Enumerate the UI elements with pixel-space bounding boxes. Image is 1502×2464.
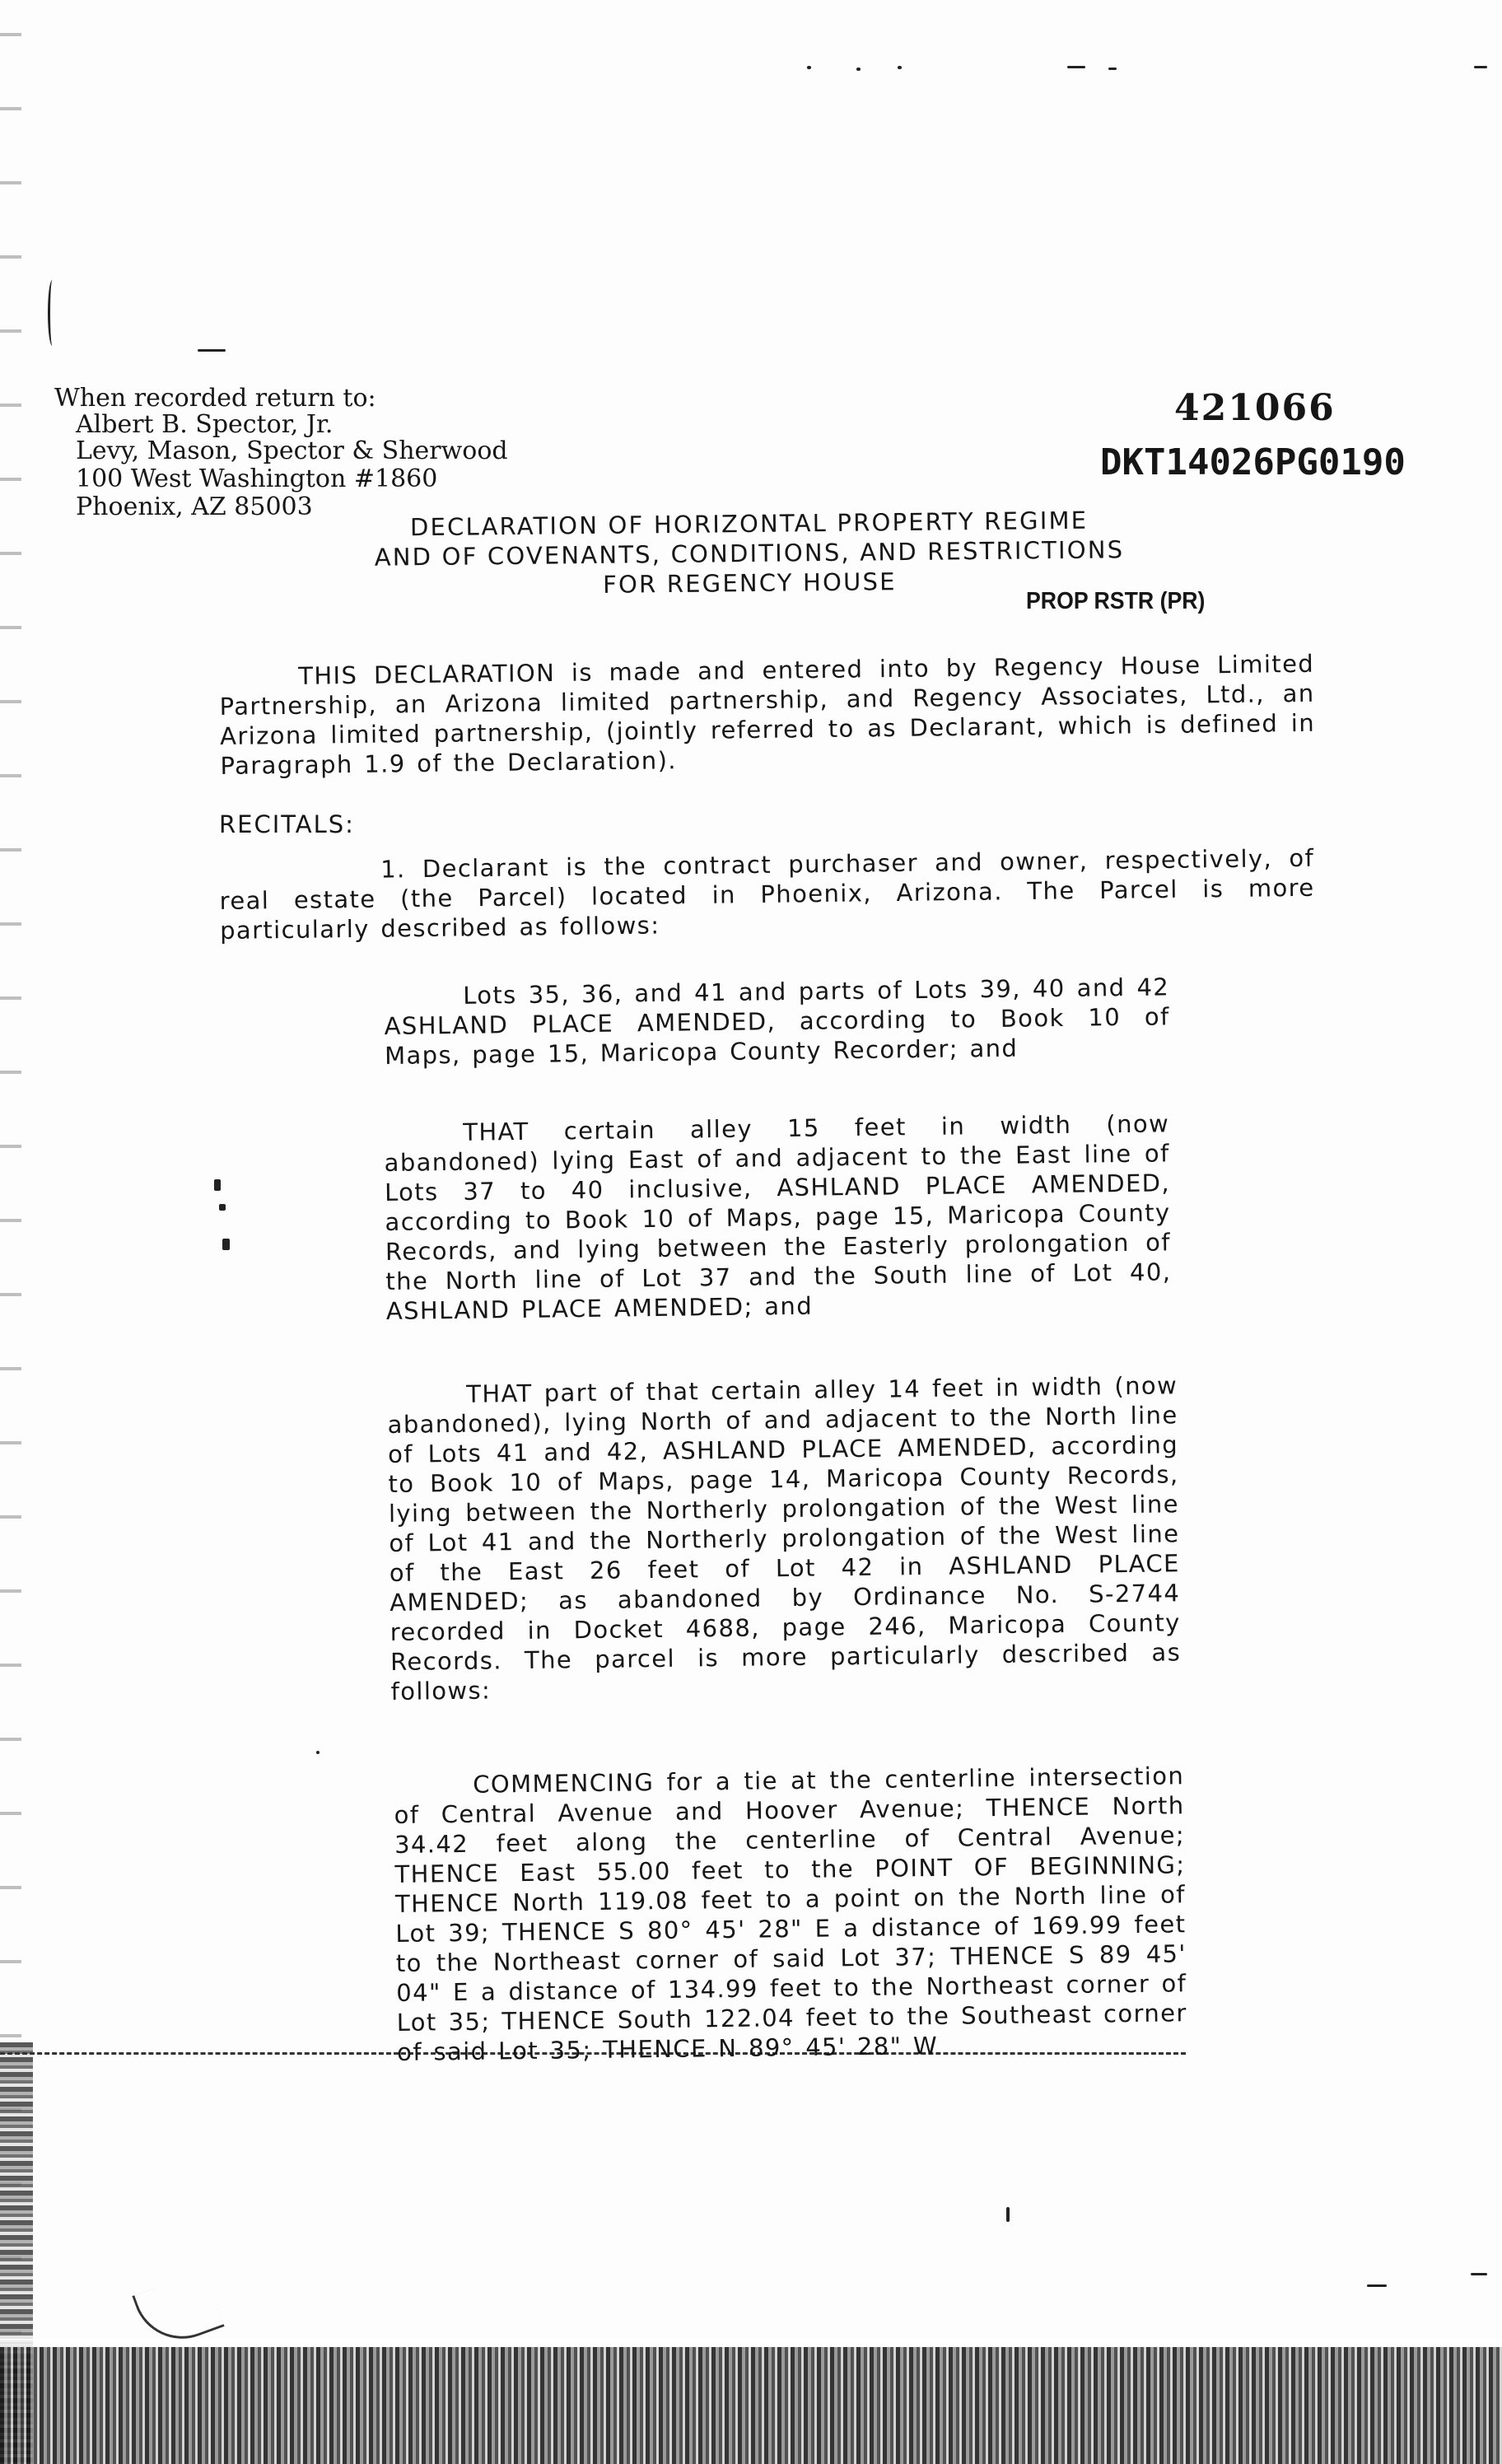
- return-line-1: When recorded return to:: [54, 384, 376, 413]
- pen-mark: [48, 280, 57, 346]
- title-line-2: AND OF COVENANTS, CONDITIONS, AND RESTRICTIONS: [374, 535, 1125, 572]
- scan-speck: [198, 349, 226, 352]
- scan-speck: [316, 1751, 320, 1754]
- recording-number: 421066: [1174, 387, 1336, 429]
- return-line-4: 100 West Washington #1860: [76, 464, 438, 493]
- return-line-5: Phoenix, AZ 85003: [76, 492, 313, 521]
- scan-speck: [1006, 2207, 1010, 2222]
- scan-speck: [807, 66, 811, 69]
- recitals-heading: RECITALS:: [219, 810, 355, 838]
- legal-description-1: Lots 35, 36, and 41 and parts of Lots 39, 40 and 42 ASHLAND PLACE AMENDED, according to Book 10 of Maps, page 15, Maricopa County Recorder; and: [384, 973, 1170, 1070]
- intro-paragraph: THIS DECLARATION is made and entered into by Regency House Limited Partnership, an Arizona limited partnership, and Regency Associates, Ltd., an Arizona limited partnership, (jointly referred to as Declarant, which is defined in Paragraph 1.9 of the Declaration).: [219, 649, 1316, 780]
- property-restriction-code: PROP RSTR (PR): [1026, 588, 1206, 614]
- return-line-2: Albert B. Spector, Jr.: [76, 410, 334, 439]
- scan-speck: [219, 1204, 226, 1211]
- scan-speck: [1367, 2284, 1387, 2287]
- scan-speck: [214, 1179, 221, 1191]
- title-line-1: DECLARATION OF HORIZONTAL PROPERTY REGIME: [409, 506, 1089, 542]
- scan-speck: [1471, 2273, 1487, 2275]
- scan-speck: [222, 1239, 230, 1250]
- legal-description-2: THAT certain alley 15 feet in width (now abandoned) lying East of and adjacent to the East line of Lots 37 to 40 inclusive, ASHLAND PLACE AMENDED, according to Book 10 of Maps, page 15, Maricopa County Records, and lying between the Easterly prolongation of the North line of Lot 37 and the South line of Lot 40, ASHLAND PLACE AMENDED; and: [384, 1109, 1172, 1325]
- docket-number: DKT14026PG0190: [1100, 441, 1406, 483]
- document-title: [279, 504, 1219, 603]
- scan-speck: [1474, 66, 1487, 68]
- scan-speck: [898, 66, 902, 69]
- title-line-3: FOR REGENCY HOUSE: [602, 567, 897, 599]
- legal-description-3: THAT part of that certain alley 14 feet in width (now abandoned), lying North of and adjacent to the North line of Lots 41 and 42, ASHLAND PLACE AMENDED, according to Book 10 of Maps, page 14, Maricopa County Records, lying between the Northerly prolongation of the West line of Lot 41 and the Northerly prolongation of the West line of the East 26 feet of Lot 42 in ASHLAND PLACE AMENDED; as abandoned by Ordinance No. S-2744 recorded in Docket 4688, page 246, Maricopa County Records. The parcel is more particularly described as follows:: [387, 1371, 1182, 1706]
- scan-speck: [1067, 66, 1085, 68]
- legal-description-4: COMMENCING for a tie at the centerline intersection of Central Avenue and Hoover Avenue; THENCE North 34.42 feet along the centerline of Central Avenue; THENCE East 55.00 feet to the POINT OF BEGINNING; THENCE North 119.08 feet to a point on the North line of Lot 39; THENCE S 80° 45' 28" E a distance of 169.99 feet to the Northeast corner of said Lot 37; THENCE S 89 45' 04" E a distance of 134.99 feet to the Northeast corner of Lot 35; THENCE South 122.04 feet to the Southeast corner of said Lot 35; THENCE N 89° 45' 28" W: [394, 1762, 1187, 2066]
- scan-speck: [1108, 68, 1117, 70]
- scan-speck: [856, 68, 861, 71]
- return-line-3: Levy, Mason, Spector & Sherwood: [76, 436, 508, 465]
- scan-bottom-noise: [0, 2347, 1502, 2464]
- recital-1: 1. Declarant is the contract purchaser and owner, respectively, of real estate (the Parcel) located in Phoenix, Arizona. The Parcel is more particularly described as follows:: [219, 843, 1315, 945]
